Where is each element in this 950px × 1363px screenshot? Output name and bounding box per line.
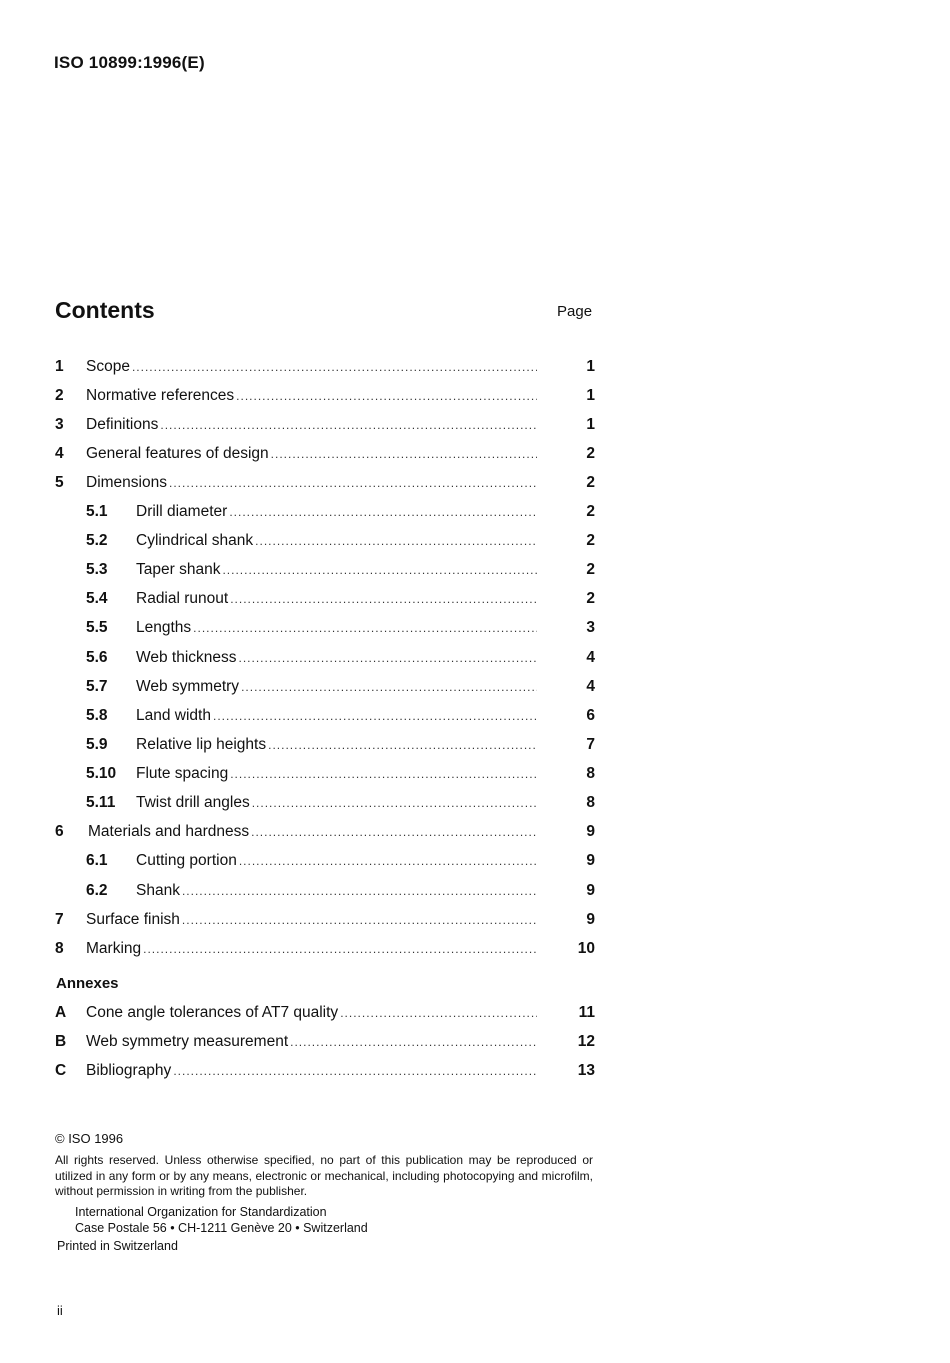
leader-dots xyxy=(252,796,537,810)
toc-entry[interactable] xyxy=(55,445,595,465)
toc-entry-page: 2 xyxy=(586,532,595,549)
toc-entry-title: Web symmetry measurement xyxy=(86,1033,289,1050)
toc-entry[interactable] xyxy=(55,911,595,931)
contents-title: Contents xyxy=(55,297,155,323)
toc-annex-entry[interactable] xyxy=(55,1062,595,1082)
toc-entry-number: 5.11 xyxy=(86,794,116,811)
toc-entry-number: 6.1 xyxy=(86,852,108,869)
toc-entry[interactable] xyxy=(55,678,595,698)
toc-entry[interactable] xyxy=(55,707,595,727)
toc-entry-title: Definitions xyxy=(86,416,159,433)
toc-entry-page: 3 xyxy=(586,619,595,636)
leader-dots xyxy=(230,767,537,781)
toc-entry-number: 5.2 xyxy=(86,532,108,549)
leader-dots xyxy=(255,534,537,548)
leader-dots xyxy=(241,680,537,694)
toc-entry-number: 5.4 xyxy=(86,590,108,607)
toc-entry-number: 5.9 xyxy=(86,736,108,753)
toc-entry-number: 2 xyxy=(55,387,64,404)
toc-entry-title: Web symmetry xyxy=(136,678,240,695)
organization-name: International Organization for Standardization xyxy=(75,1205,327,1219)
leader-dots xyxy=(143,942,537,956)
toc-entry-number: 5.8 xyxy=(86,707,108,724)
toc-entry[interactable] xyxy=(55,765,595,785)
toc-entry-number: 5.7 xyxy=(86,678,108,695)
toc-entry[interactable] xyxy=(55,852,595,872)
toc-entry-page: 2 xyxy=(586,503,595,520)
toc-entry-title: Cylindrical shank xyxy=(136,532,254,549)
toc-entry-page: 9 xyxy=(586,852,595,869)
toc-entry-page: 7 xyxy=(586,736,595,753)
toc-entry-page: 2 xyxy=(586,474,595,491)
toc-entry-title: General features of design xyxy=(86,445,269,462)
toc-entry-page: 2 xyxy=(586,561,595,578)
toc-entry-page: 2 xyxy=(586,445,595,462)
leader-dots xyxy=(229,505,537,519)
toc-entry-number: 4 xyxy=(55,445,64,462)
toc-entry-page: 8 xyxy=(586,765,595,782)
toc-entry-title: Twist drill angles xyxy=(136,794,250,811)
toc-entry-page: 2 xyxy=(586,590,595,607)
toc-entry-number: 6 xyxy=(55,823,64,840)
toc-entry-title: Materials and hardness xyxy=(88,823,250,840)
toc-entry-number: 3 xyxy=(55,416,64,433)
leader-dots xyxy=(182,884,537,898)
page-column-label: Page xyxy=(557,303,593,320)
toc-entry-title: Radial runout xyxy=(136,590,229,607)
toc-entry[interactable] xyxy=(55,503,595,523)
toc-entry-page: 10 xyxy=(577,940,595,957)
toc-entry-page: 1 xyxy=(586,358,595,375)
toc-entry-page: 9 xyxy=(586,823,595,840)
toc-annex-entry[interactable] xyxy=(55,1033,595,1053)
toc-entry[interactable] xyxy=(55,561,595,581)
toc-entry-title: Cutting portion xyxy=(136,852,237,869)
toc-entry-title: Cone angle tolerances of AT7 quality xyxy=(86,1004,339,1021)
leader-dots xyxy=(230,592,537,606)
toc-entry-title: Dimensions xyxy=(86,474,167,491)
rights-statement: All rights reserved. Unless otherwise specified, no part of this publication may be reproduced or utilized in any form or by any means, electronic or mechanical, including photocopying and microfilm, without permission in writing from the publisher. xyxy=(55,1153,593,1198)
leader-dots xyxy=(173,1064,537,1078)
toc-entry-title: Lengths xyxy=(136,619,192,636)
leader-dots xyxy=(271,447,537,461)
organization-address: Case Postale 56 • CH-1211 Genève 20 • Switzerland xyxy=(75,1221,368,1235)
toc-entry[interactable] xyxy=(55,619,595,639)
leader-dots xyxy=(193,621,537,635)
toc-entry[interactable] xyxy=(55,358,595,378)
toc-entry[interactable] xyxy=(55,474,595,494)
toc-entry[interactable] xyxy=(55,823,595,843)
toc-entry[interactable] xyxy=(55,649,595,669)
toc-entry-title: Relative lip heights xyxy=(136,736,267,753)
leader-dots xyxy=(213,709,537,723)
leader-dots xyxy=(239,854,537,868)
toc-entry-number: 5.6 xyxy=(86,649,108,666)
leader-dots xyxy=(290,1035,537,1049)
toc-annex-entry[interactable] xyxy=(55,1004,595,1024)
leader-dots xyxy=(239,651,537,665)
toc-entry-page: 9 xyxy=(586,882,595,899)
toc-entry-number: 5.1 xyxy=(86,503,108,520)
document-id: ISO 10899:1996(E) xyxy=(54,53,205,72)
toc-entry-number: 1 xyxy=(55,358,64,375)
toc-entry[interactable] xyxy=(55,590,595,610)
toc-entry-number: B xyxy=(55,1033,67,1050)
leader-dots xyxy=(132,360,537,374)
leader-dots xyxy=(251,825,537,839)
toc-entry-title: Drill diameter xyxy=(136,503,228,520)
toc-entry-number: 7 xyxy=(55,911,64,928)
toc-entry[interactable] xyxy=(55,794,595,814)
copyright-notice: © ISO 1996 xyxy=(55,1131,124,1146)
toc-entry-title: Flute spacing xyxy=(136,765,229,782)
page-number: ii xyxy=(57,1303,63,1318)
leader-dots xyxy=(268,738,537,752)
toc-entry[interactable] xyxy=(55,416,595,436)
toc-entry-title: Marking xyxy=(86,940,142,957)
toc-entry-title: Scope xyxy=(86,358,130,375)
leader-dots xyxy=(169,476,537,490)
toc-entry-title: Bibliography xyxy=(86,1062,172,1079)
toc-entry-number: 5 xyxy=(55,474,64,491)
toc-entry[interactable] xyxy=(55,387,595,407)
leader-dots xyxy=(222,563,537,577)
toc-entry-page: 8 xyxy=(586,794,595,811)
annexes-heading: Annexes xyxy=(56,975,119,992)
leader-dots xyxy=(236,389,537,403)
toc-entry-title: Normative references xyxy=(86,387,235,404)
toc-entry-page: 6 xyxy=(586,707,595,724)
toc-entry-number: C xyxy=(55,1062,67,1079)
toc-entry[interactable] xyxy=(55,532,595,552)
printed-location: Printed in Switzerland xyxy=(57,1239,178,1253)
toc-entry-number: 6.2 xyxy=(86,882,108,899)
toc-entry-title: Taper shank xyxy=(136,561,221,578)
toc-entry[interactable] xyxy=(55,882,595,902)
toc-entry-page: 1 xyxy=(586,416,595,433)
toc-entry-number: A xyxy=(55,1004,67,1021)
toc-entry-page: 4 xyxy=(586,649,595,666)
toc-entry-title: Surface finish xyxy=(86,911,180,928)
toc-entry-page: 11 xyxy=(578,1004,595,1021)
toc-entry-page: 4 xyxy=(586,678,595,695)
toc-entry-page: 9 xyxy=(586,911,595,928)
toc-entry-title: Web thickness xyxy=(136,649,237,666)
leader-dots xyxy=(182,913,537,927)
toc-entry-title: Land width xyxy=(136,707,211,724)
publisher-address xyxy=(75,1204,368,1236)
toc-entry-page: 1 xyxy=(586,387,595,404)
leader-dots xyxy=(340,1006,537,1020)
leader-dots xyxy=(160,418,537,432)
toc-entry[interactable] xyxy=(55,736,595,756)
toc-entry-number: 5.5 xyxy=(86,619,108,636)
toc-entry-title: Shank xyxy=(136,882,180,899)
toc-entry[interactable] xyxy=(55,940,595,960)
toc-entry-number: 8 xyxy=(55,940,64,957)
toc-entry-number: 5.10 xyxy=(86,765,117,782)
toc-entry-number: 5.3 xyxy=(86,561,108,578)
toc-entry-page: 13 xyxy=(577,1062,595,1079)
toc-entry-page: 12 xyxy=(577,1033,595,1050)
